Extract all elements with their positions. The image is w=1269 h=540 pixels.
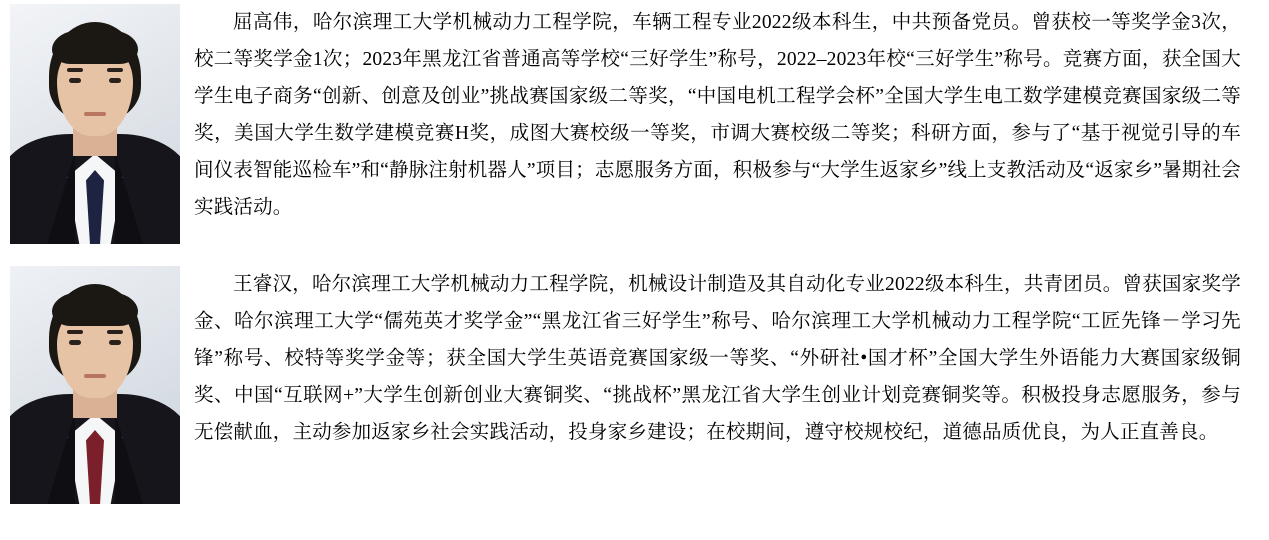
mouth — [84, 112, 106, 116]
eyebrow-left — [67, 330, 83, 334]
eyebrow-left — [67, 68, 83, 72]
eyebrow-right — [107, 68, 123, 72]
eye-left — [69, 340, 81, 345]
eyebrow-right — [107, 330, 123, 334]
profile-entry — [0, 0, 1269, 244]
portrait-photo — [10, 266, 180, 504]
profile-paragraph: 王睿汉，哈尔滨理工大学机械动力工程学院，机械设计制造及其自动化专业2022级本科生，共青团员。曾获国家奖学金、哈尔滨理工大学“儒苑英才奖学金”“黑龙江省三好学生”称号、哈尔滨理工大学机械动力工程学院“工匠先锋－学习先锋”称号、校特等奖学金等；获全国大学生英语竞赛国家级一等奖、“外研社•国才杯”全国大学生外语能力大赛国家级铜奖、中国“互联网+”大学生创新创业大赛铜奖、“挑战杯”黑龙江省大学生创业计划竞赛铜奖等。积极投身志愿服务，参与无偿献血，主动参加返家乡社会实践活动，投身家乡建设；在校期间，遵守校规校纪，道德品质优良，为人正直善良。 — [194, 274, 1241, 443]
eye-right — [109, 78, 121, 83]
hair-fringe — [52, 292, 138, 326]
eye-left — [69, 78, 81, 83]
portrait-photo — [10, 4, 180, 244]
profile-text-block — [194, 4, 1241, 226]
profile-text-block — [194, 266, 1241, 451]
mouth — [84, 374, 106, 378]
profile-entry — [0, 244, 1269, 504]
profile-paragraph: 屈高伟，哈尔滨理工大学机械动力工程学院，车辆工程专业2022级本科生，中共预备党员。曾获校一等奖学金3次，校二等奖学金1次；2023年黑龙江省普通高等学校“三好学生”称号，2022–2023年校“三好学生”称号。竞赛方面，获全国大学生电子商务“创新、创意及创业”挑战赛国家级二等奖，“中国电机工程学会杯”全国大学生电工数学建模竞赛国家级二等奖，美国大学生数学建模竞赛H奖，成图大赛校级一等奖，市调大赛校级二等奖；科研方面，参与了“基于视觉引导的车间仪表智能巡检车”和“静脉注射机器人”项目；志愿服务方面，积极参与“大学生返家乡”线上支教活动及“返家乡”暑期社会实践活动。 — [194, 12, 1241, 218]
hair-fringe — [52, 30, 138, 64]
eye-right — [109, 340, 121, 345]
